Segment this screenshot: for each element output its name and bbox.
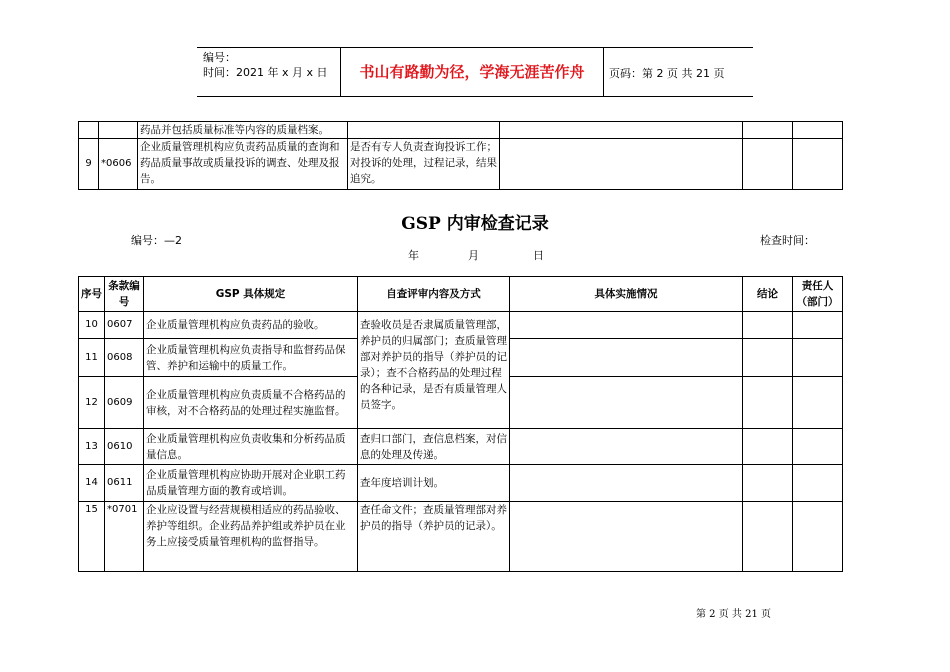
result-cell xyxy=(743,377,793,429)
result-cell xyxy=(743,312,793,339)
result-cell xyxy=(743,429,793,465)
header-page-label: 页码：第 2 页 共 21 页 xyxy=(609,67,725,80)
clause-cell: 0609 xyxy=(105,377,144,429)
header-meta xyxy=(197,50,343,80)
rule-cell: 企业质量管理机构应负责药品的验收。 xyxy=(144,312,358,339)
header-method: 自查评审内容及方式 xyxy=(358,277,510,312)
inspection-table xyxy=(78,276,843,572)
seq-cell: 13 xyxy=(79,429,105,465)
date-day: 日 xyxy=(533,249,544,262)
clause-cell: *0606 xyxy=(99,139,138,190)
page-footer: 第 2 页 共 21 页 xyxy=(696,609,771,620)
header-motto: 书山有路勤为径，学海无涯苦作舟 xyxy=(340,48,604,96)
impl-cell xyxy=(500,122,743,139)
clause-cell: 0608 xyxy=(105,339,144,377)
method-cell xyxy=(348,122,500,139)
document-code: 编号：—2 xyxy=(131,234,182,247)
owner-cell xyxy=(793,465,843,502)
impl-cell xyxy=(510,465,743,502)
method-cell: 查年度培训计划。 xyxy=(358,465,510,502)
seq-cell: 15 xyxy=(79,502,105,572)
date-year: 年 xyxy=(408,249,419,262)
owner-cell xyxy=(793,429,843,465)
seq-cell: 11 xyxy=(79,339,105,377)
table-row xyxy=(79,465,843,502)
header-code-label: 编号： xyxy=(203,51,236,64)
rule-cell: 企业质量管理机构应负责收集和分析药品质量信息。 xyxy=(144,429,358,465)
owner-cell xyxy=(793,122,843,139)
rule-cell: 企业质量管理机构应负责质量不合格药品的审核，对不合格药品的处理过程实施监督。 xyxy=(144,377,358,429)
method-cell: 查验收员是否隶属质量管理部，养护员的归属部门；查质量管理部对养护员的指导（养护员的记录）；查不合格药品的处理过程的各种记录，是否有质量管理人员签字。 xyxy=(358,312,510,429)
header-impl: 具体实施情况 xyxy=(510,277,743,312)
rule-cell: 企业质量管理机构应负责药品质量的查询和药品质量事故或质量投诉的调查、处理及报告。 xyxy=(138,139,348,190)
header-rule: GSP 具体规定 xyxy=(144,277,358,312)
impl-cell xyxy=(510,502,743,572)
header-clause: 条款编号 xyxy=(105,277,144,312)
method-cell: 查任命文件；查质量管理部对养护员的指导（养护员的记录）。 xyxy=(358,502,510,572)
result-cell xyxy=(743,122,793,139)
owner-cell xyxy=(793,139,843,190)
table-row xyxy=(79,502,843,572)
impl-cell xyxy=(510,429,743,465)
rule-cell: 企业质量管理机构应协助开展对企业职工药品质量管理方面的教育或培训。 xyxy=(144,465,358,502)
owner-cell xyxy=(793,339,843,377)
clause-cell: 0607 xyxy=(105,312,144,339)
clause-cell: 0611 xyxy=(105,465,144,502)
result-cell xyxy=(743,339,793,377)
table-row xyxy=(79,122,843,139)
document-title: GSP 内审检查记录 xyxy=(401,214,549,234)
result-cell xyxy=(743,139,793,190)
method-cell: 查归口部门，查信息档案，对信息的处理及传递。 xyxy=(358,429,510,465)
rule-cell: 企业应设置与经营规模相适应的药品验收、养护等组织。企业药品养护组或养护员在业务上应接受质量管理机构的监督指导。 xyxy=(144,502,358,572)
owner-cell xyxy=(793,377,843,429)
clause-cell: *0701 xyxy=(105,502,144,572)
seq-cell: 12 xyxy=(79,377,105,429)
impl-cell xyxy=(510,339,743,377)
clause-cell xyxy=(99,122,138,139)
seq-cell xyxy=(79,122,99,139)
owner-cell xyxy=(793,312,843,339)
seq-cell: 9 xyxy=(79,139,99,190)
date-month: 月 xyxy=(468,249,479,262)
header-result: 结论 xyxy=(743,277,793,312)
table-row xyxy=(79,429,843,465)
seq-cell: 14 xyxy=(79,465,105,502)
page-header xyxy=(197,47,753,97)
header-owner: 责任人（部门） xyxy=(793,277,843,312)
header-time-label: 时间：2021 年 x 月 x 日 xyxy=(203,66,328,79)
header-seq: 序号 xyxy=(79,277,105,312)
rule-cell: 企业质量管理机构应负责指导和监督药品保管、养护和运输中的质量工作。 xyxy=(144,339,358,377)
result-cell xyxy=(743,465,793,502)
rule-cell: 药品并包括质量标准等内容的质量档案。 xyxy=(138,122,348,139)
table-row xyxy=(79,139,843,190)
method-cell: 是否有专人负责查询投诉工作；对投诉的处理，过程记录，结果追究。 xyxy=(348,139,500,190)
impl-cell xyxy=(510,377,743,429)
impl-cell xyxy=(510,312,743,339)
seq-cell: 10 xyxy=(79,312,105,339)
clause-cell: 0610 xyxy=(105,429,144,465)
result-cell xyxy=(743,502,793,572)
owner-cell xyxy=(793,502,843,572)
check-time-label: 检查时间： xyxy=(760,234,815,247)
previous-table xyxy=(78,121,843,190)
table-row xyxy=(79,312,843,339)
table-header-row xyxy=(79,277,843,312)
impl-cell xyxy=(500,139,743,190)
